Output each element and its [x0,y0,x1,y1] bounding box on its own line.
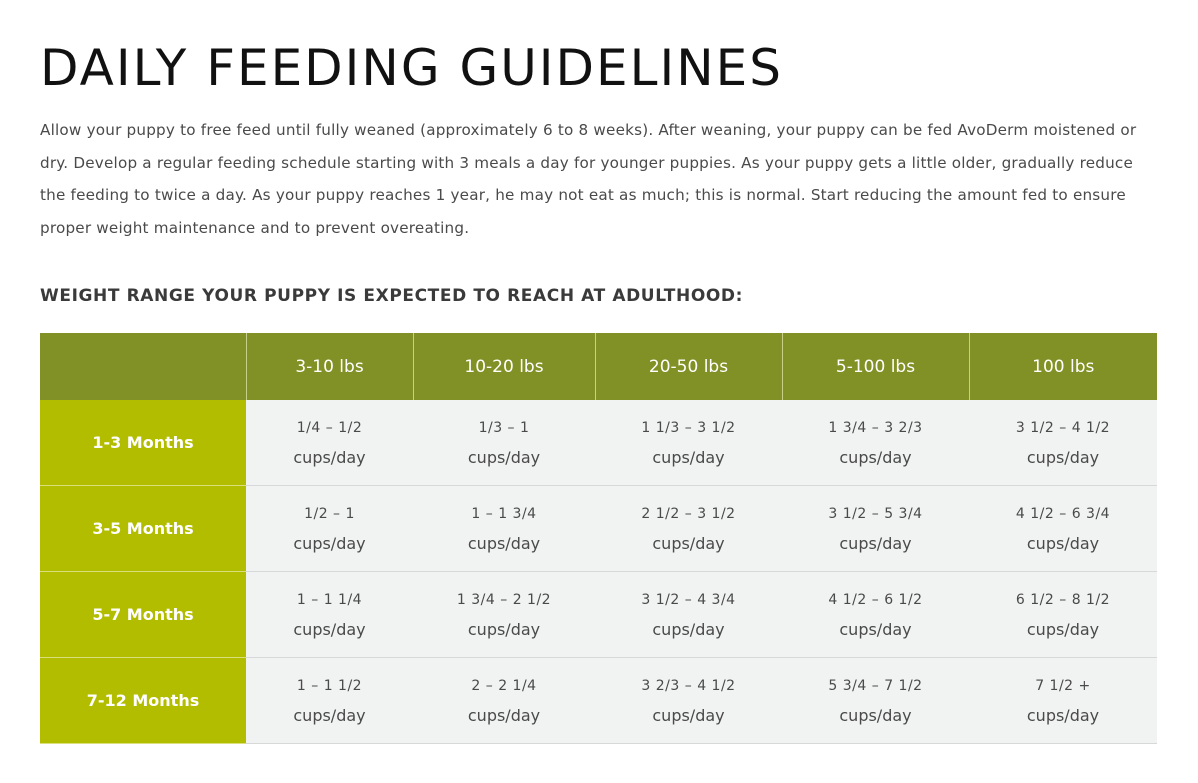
cell-unit: cups/day [652,447,725,467]
cell-amount: 1 – 1 1/2 [296,677,363,694]
table-cell [782,572,969,658]
cell-unit: cups/day [839,447,912,467]
column-header: 5-100 lbs [782,333,969,400]
cell-unit: cups/day [1026,447,1100,467]
cell-unit: cups/day [293,447,366,467]
row-header-age: 1-3 Months [40,400,246,486]
cell-amount: 3 1/2 – 4 1/2 [1015,419,1111,436]
table-cell [413,400,595,486]
cell-amount: 1 1/3 – 3 1/2 [641,419,736,436]
cell-amount: 4 1/2 – 6 3/4 [1015,505,1111,522]
table-cell [969,572,1157,658]
cell-amount: 4 1/2 – 6 1/2 [828,591,923,608]
table-row [40,572,1157,658]
cell-unit: cups/day [1026,705,1100,725]
cell-amount: 1 3/4 – 3 2/3 [828,419,923,436]
cell-unit: cups/day [293,533,366,553]
table-cell [969,658,1157,744]
cell-unit: cups/day [467,705,541,725]
table-cell [246,400,413,486]
column-header: 10-20 lbs [413,333,595,400]
row-header-age: 7-12 Months [40,658,246,744]
table-cell [595,572,782,658]
cell-amount: 3 2/3 – 4 1/2 [641,677,736,694]
cell-amount: 2 – 2 1/4 [471,677,537,694]
row-header-age: 5-7 Months [40,572,246,658]
table-row [40,486,1157,572]
cell-unit: cups/day [652,533,725,553]
table-heading: WEIGHT RANGE YOUR PUPPY IS EXPECTED TO REACH AT ADULTHOOD: [40,286,744,306]
table-row [40,658,1157,744]
row-header-age: 3-5 Months [40,486,246,572]
cell-amount: 3 1/2 – 5 3/4 [828,505,923,522]
cell-unit: cups/day [467,619,541,639]
cell-amount: 7 1/2 + [1035,677,1091,694]
table-cell [595,486,782,572]
cell-amount: 1/4 – 1/2 [296,419,363,436]
cell-amount: 6 1/2 – 8 1/2 [1015,591,1111,608]
cell-unit: cups/day [293,705,366,725]
cell-unit: cups/day [652,619,725,639]
cell-unit: cups/day [1026,533,1100,553]
column-header: 3-10 lbs [246,333,413,400]
table-cell [413,658,595,744]
cell-unit: cups/day [467,533,541,553]
table-cell [595,400,782,486]
table-cell [246,572,413,658]
cell-unit: cups/day [839,619,912,639]
cell-amount: 1 – 1 3/4 [471,505,537,522]
table-row [40,400,1157,486]
table-cell [969,400,1157,486]
cell-unit: cups/day [1026,619,1100,639]
cell-amount: 1/3 – 1 [478,419,530,436]
table-cell [782,658,969,744]
cell-unit: cups/day [839,533,912,553]
table-corner-cell [40,333,246,400]
table-cell [413,572,595,658]
cell-unit: cups/day [839,705,912,725]
table-cell [595,658,782,744]
cell-amount: 1/2 – 1 [304,505,355,522]
cell-amount: 1 – 1 1/4 [296,591,363,608]
table-header-row [40,333,1157,400]
cell-unit: cups/day [467,447,541,467]
table-cell [969,486,1157,572]
feeding-table [40,333,1157,744]
table-cell [782,400,969,486]
intro-paragraph: Allow your puppy to free feed until fully weaned (approximately 6 to 8 weeks). After weaning, your puppy can be fed AvoDerm moistened or dry. Develop a regular feeding schedule starting with 3 meals a day for younger puppies. As your puppy gets a little older, gradually reduce the feeding to twice a day. As your puppy reaches 1 year, he may not eat as much; this is normal. Start reducing the amount fed to ensure proper weight maintenance and to prevent overeating. [40,121,1137,237]
table-cell [246,658,413,744]
table-cell [413,486,595,572]
table-cell [246,486,413,572]
table-cell [782,486,969,572]
cell-unit: cups/day [293,619,366,639]
page-title: DAILY FEEDING GUIDELINES [40,39,783,97]
column-header: 20-50 lbs [595,333,782,400]
cell-amount: 3 1/2 – 4 3/4 [641,591,736,608]
cell-amount: 2 1/2 – 3 1/2 [641,505,736,522]
column-header: 100 lbs [969,333,1157,400]
cell-unit: cups/day [652,705,725,725]
cell-amount: 5 3/4 – 7 1/2 [828,677,923,694]
table-body [40,400,1157,744]
cell-amount: 1 3/4 – 2 1/2 [456,591,552,608]
